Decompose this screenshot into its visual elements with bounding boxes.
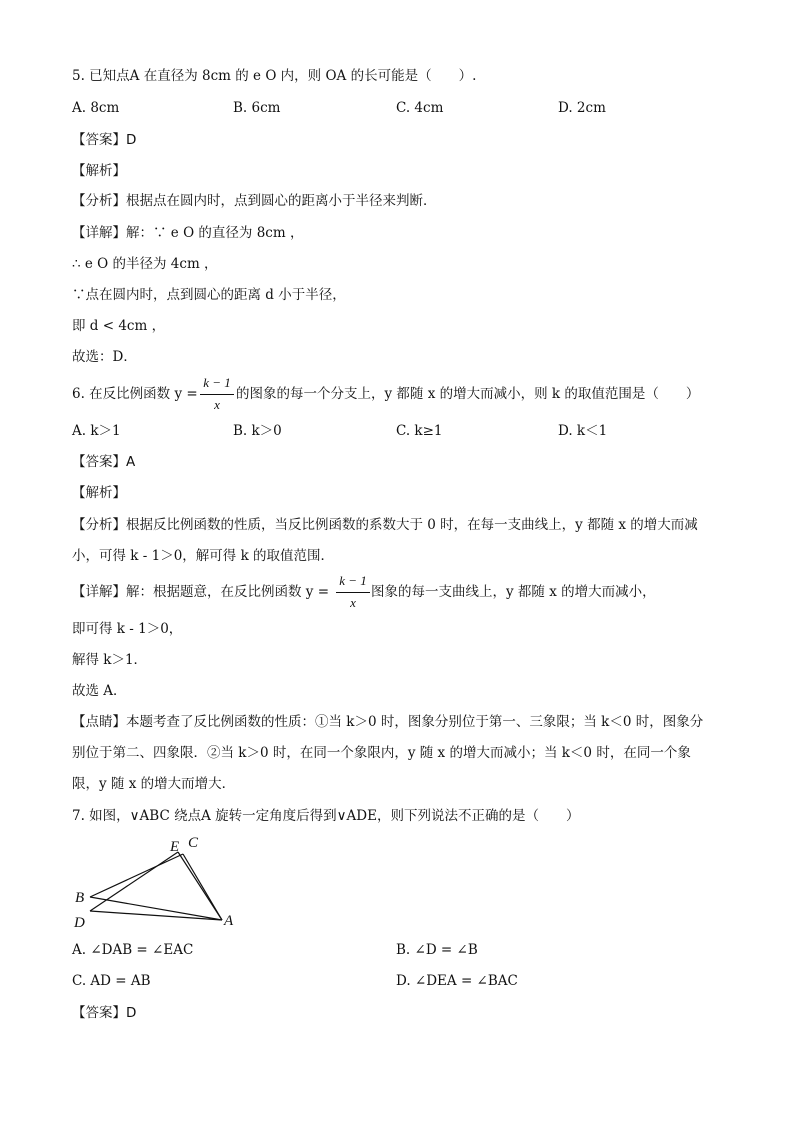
label-B: B [75, 890, 85, 906]
q6-detail-line-2: 即可得 k - 1＞0， [72, 621, 183, 637]
q5-jiexi-heading: 【解析】 [72, 163, 126, 179]
fraction-bar [200, 394, 234, 395]
q6-note-line-1: 【点睛】本题考查了反比例函数的性质：①当 k＞0 时，图象分别位于第一、三象限；当 k＜0 时，图象分 [72, 714, 704, 730]
label-C: C [188, 835, 199, 851]
q6-conclusion: 故选 A． [72, 683, 127, 699]
triangle-rotation-figure [70, 830, 245, 930]
q5-option-b: B. 6cm [233, 100, 281, 116]
fraction-bar [336, 592, 370, 593]
q5-option-a: A. 8cm [72, 100, 120, 116]
q6-option-d: D. k＜1 [558, 423, 608, 439]
q6-stem-prefix: 6. 在反比例函数 y = [72, 386, 198, 402]
q6-detail-prefix: 【详解】解：根据题意，在反比例函数 y = [72, 584, 330, 600]
q5-detail-line-2: ∴ e O 的半径为 4cm ， [72, 256, 218, 272]
q5-stem: 5. 已知点A 在直径为 8cm 的 e O 内，则 OA 的长可能是（ ）. [72, 68, 477, 84]
side-BA [90, 897, 222, 920]
q6-stem-suffix: 的图象的每一个分支上，y 都随 x 的增大而减小，则 k 的取值范围是（ ） [236, 386, 700, 402]
q7-option-b: B. ∠D = ∠B [396, 942, 478, 958]
q6-option-c: C. k≥1 [396, 423, 443, 439]
fraction-denominator: x [214, 397, 220, 412]
side-DE [90, 852, 178, 911]
q5-detail-line-4: 即 d < 4cm ， [72, 318, 166, 334]
q6-jiexi-heading: 【解析】 [72, 485, 126, 501]
q6-note-line-2: 别位于第二、四象限．②当 k＞0 时，在同一个象限内，y 随 x 的增大而减小；当 k＜0 时，在同一个象 [72, 745, 691, 761]
label-E: E [170, 839, 180, 855]
q7-option-d: D. ∠DEA = ∠BAC [396, 973, 518, 989]
q6-option-a: A. k＞1 [72, 423, 121, 439]
side-DA [90, 911, 222, 920]
q6-detail-fraction [336, 573, 370, 613]
q5-option-c: C. 4cm [396, 100, 444, 116]
q7-option-a: A. ∠DAB = ∠EAC [72, 942, 194, 958]
q6-answer: 【答案】A [72, 454, 136, 470]
q7-option-c: C. AD = AB [72, 973, 151, 989]
q5-detail-line-1: 【详解】解：∵ e O 的直径为 8cm ， [72, 225, 304, 241]
q6-stem-fraction [200, 375, 234, 415]
q5-conclusion: 故选：D． [72, 349, 137, 365]
q6-detail-suffix: 图象的每一支曲线上，y 都随 x 的增大而减小， [371, 584, 656, 600]
q7-answer: 【答案】D [72, 1005, 137, 1021]
fraction-denominator: x [350, 595, 356, 610]
q6-note-line-3: 限，y 随 x 的增大而增大． [72, 776, 236, 792]
label-A: A [224, 913, 234, 929]
label-D: D [74, 915, 85, 930]
q6-detail-line-3: 解得 k＞1． [72, 652, 148, 668]
q5-option-d: D. 2cm [558, 100, 606, 116]
q5-detail-line-3: ∵点在圆内时，点到圆心的距离 d 小于半径， [72, 287, 346, 303]
q6-option-b: B. k＞0 [233, 423, 282, 439]
side-EA [178, 852, 222, 920]
fraction-numerator: k − 1 [339, 573, 367, 588]
q6-analysis-line-1: 【分析】根据反比例函数的性质，当反比例函数的系数大于 0 时，在每一支曲线上，y 都随 x 的增大而减 [72, 517, 698, 533]
q6-analysis-line-2: 小，可得 k - 1＞0，解可得 k 的取值范围． [72, 548, 335, 564]
side-BC [90, 854, 183, 897]
q5-answer: 【答案】D [72, 132, 137, 148]
q7-stem: 7. 如图，∨ABC 绕点A 旋转一定角度后得到∨ADE，则下列说法不正确的是（ ） [72, 808, 580, 824]
q5-analysis: 【分析】根据点在圆内时，点到圆心的距离小于半径来判断． [72, 193, 437, 209]
fraction-numerator: k − 1 [203, 375, 231, 390]
